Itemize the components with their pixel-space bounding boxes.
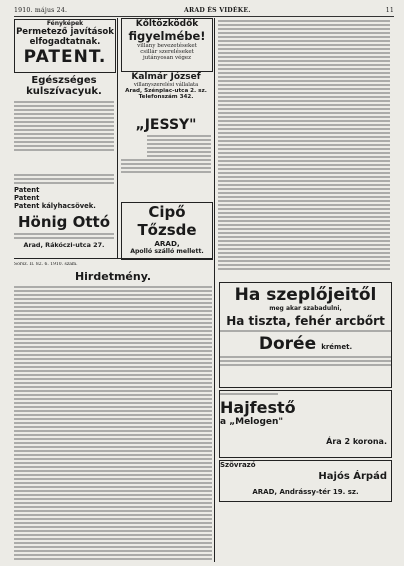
ad-line: a „Melogen" (220, 417, 284, 427)
ad-address: ARAD, Andrássy-tér 19. sz. (252, 488, 359, 496)
ad-headline: Ha tiszta, fehér arcbőrt (226, 314, 385, 328)
ad-shoe-store (121, 202, 213, 260)
ad-headline: Kőltözködők (135, 19, 199, 29)
ad-body-lines (14, 101, 114, 151)
ad-honig (14, 213, 114, 253)
header-title: ARAD ÉS VIDÉKE. (184, 7, 251, 14)
header-date: 1910. május 24. (14, 7, 68, 14)
ad-headline: Hajfestő (220, 398, 296, 417)
ad-patent-sprayer (14, 19, 116, 73)
page-header (14, 6, 394, 17)
ad-line: Fényképek (46, 20, 84, 27)
ad-freckle-cream (219, 282, 392, 388)
right-column-text (218, 18, 390, 276)
ad-line: Patent kályhacsövek. (14, 202, 96, 210)
ad-headline: figyelmébe! (128, 29, 206, 43)
ad-movers (121, 18, 213, 72)
notice-reference: Sorsz. II. 82. 6. 1910. szám. (14, 262, 78, 267)
ad-line: meg akar szabadulni, (269, 305, 342, 312)
ad-brand: Hönig Ottó (17, 213, 111, 231)
ad-line: krémet. (321, 343, 353, 351)
ad-line: Patent (14, 186, 40, 194)
ad-patent-list (14, 172, 114, 212)
ad-headline: Cipő Tőzsde (137, 203, 197, 239)
ad-headline: kulszívacyuk. (26, 86, 102, 97)
ad-line: csillár szereléseket (140, 49, 194, 55)
ad-kalmar (121, 72, 211, 114)
ad-healthy (14, 75, 114, 170)
header-page-number: 11 (385, 7, 394, 14)
ad-line: Szövrazó (220, 461, 256, 469)
ad-headline: Egészséges (31, 75, 97, 86)
ad-headline: PATENT. (23, 47, 107, 67)
ad-line: villanyszerelési vállalata (133, 82, 199, 88)
ad-address: Arad, Rákóczi-utca 27. (23, 241, 105, 249)
ad-line: jutányosan végez (142, 55, 192, 61)
ad-hajos (219, 460, 392, 502)
ad-line: villany bevezetéseket (137, 43, 197, 49)
notice-title: Hirdetmény. (74, 270, 152, 283)
ad-line: Telefonszám 342. (138, 94, 194, 100)
ad-line: Arad, Szénpiac-utca 2. sz. (125, 88, 207, 94)
ad-name: Hajós Árpád (318, 471, 387, 482)
ad-headline: Ha szeplőjeitől (234, 285, 377, 305)
ad-line: Apolló szálló mellett. (130, 248, 204, 255)
ad-line: Permetező javítások (16, 27, 114, 37)
ad-brand: „JESSY" (135, 117, 197, 133)
ad-line: Patent (14, 194, 40, 202)
ad-brand: Dorée (258, 334, 317, 354)
ad-hair-dye (219, 390, 392, 458)
ad-name: Kalmár József (131, 72, 201, 82)
ad-line: ARAD, (154, 239, 180, 248)
official-notice (14, 262, 212, 562)
ad-price: Ára 2 korona. (326, 437, 387, 446)
ad-jessy (121, 117, 211, 199)
ad-line: elfogadtatnak. (29, 37, 101, 47)
